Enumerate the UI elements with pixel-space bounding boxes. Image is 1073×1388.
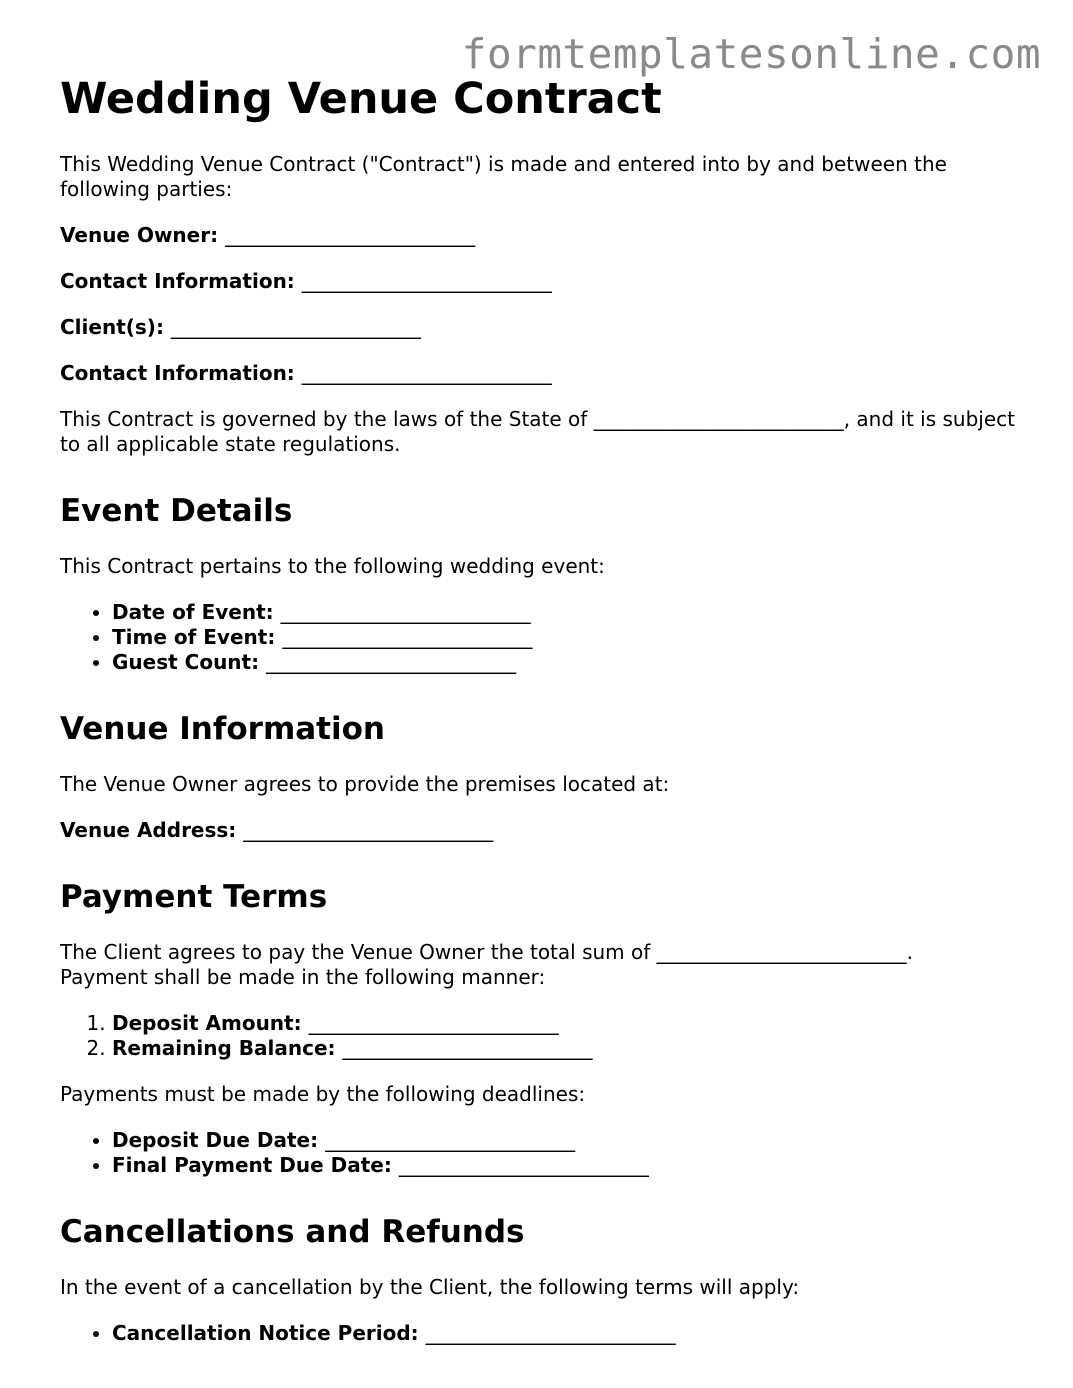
venue-address-field bbox=[60, 818, 1020, 843]
guest-count-blank[interactable]: _________________________ bbox=[266, 650, 517, 674]
deposit-due-date-blank[interactable]: _________________________ bbox=[325, 1128, 576, 1152]
clients-contact-blank[interactable]: _________________________ bbox=[301, 361, 552, 385]
final-payment-due-date-label: Final Payment Due Date: bbox=[112, 1153, 392, 1177]
clients-label: Client(s): bbox=[60, 315, 164, 339]
cancellations-list bbox=[60, 1321, 1020, 1346]
final-payment-due-date-blank[interactable]: _________________________ bbox=[398, 1153, 649, 1177]
event-details-list bbox=[60, 600, 1020, 675]
event-details-intro: This Contract pertains to the following wedding event: bbox=[60, 554, 605, 578]
payment-total-period: . bbox=[906, 940, 914, 964]
cancellations-heading: Cancellations and Refunds bbox=[60, 1214, 525, 1250]
deposit-amount-blank[interactable]: _________________________ bbox=[308, 1011, 559, 1035]
venue-owner-blank[interactable]: _________________________ bbox=[225, 223, 476, 247]
clients-contact-label: Contact Information: bbox=[60, 361, 295, 385]
deposit-amount-label: Deposit Amount: bbox=[112, 1011, 302, 1035]
event-details-heading: Event Details bbox=[60, 493, 293, 529]
venue-information-heading: Venue Information bbox=[60, 711, 385, 747]
date-of-event-label: Date of Event: bbox=[112, 600, 274, 624]
list-item bbox=[112, 1036, 1020, 1061]
payment-deadlines-intro: Payments must be made by the following deadlines: bbox=[60, 1082, 586, 1106]
total-sum-blank[interactable]: _________________________ bbox=[656, 940, 907, 964]
list-item bbox=[112, 1321, 1020, 1346]
remaining-balance-label: Remaining Balance: bbox=[112, 1036, 336, 1060]
page-title: Wedding Venue Contract bbox=[60, 74, 662, 124]
guest-count-label: Guest Count: bbox=[112, 650, 260, 674]
list-item bbox=[112, 1153, 1020, 1178]
governing-law-text-after: , and it is subject to all applicable state regulations. bbox=[60, 407, 1015, 456]
governing-law-paragraph bbox=[60, 407, 1020, 457]
venue-owner-contact-blank[interactable]: _________________________ bbox=[301, 269, 552, 293]
venue-address-blank[interactable]: _________________________ bbox=[243, 818, 494, 842]
cancellation-notice-period-label: Cancellation Notice Period: bbox=[112, 1321, 419, 1345]
document-body bbox=[60, 152, 1020, 1367]
time-of-event-label: Time of Event: bbox=[112, 625, 276, 649]
venue-address-label: Venue Address: bbox=[60, 818, 237, 842]
payment-manner-text: Payment shall be made in the following manner: bbox=[60, 965, 546, 989]
venue-information-intro: The Venue Owner agrees to provide the premises located at: bbox=[60, 772, 670, 796]
payment-deadlines-list bbox=[60, 1128, 1020, 1178]
governing-law-text-before: This Contract is governed by the laws of the State of bbox=[60, 407, 588, 431]
date-of-event-blank[interactable]: _________________________ bbox=[280, 600, 531, 624]
intro-paragraph: This Wedding Venue Contract ("Contract") is made and entered into by and between the following parties: bbox=[60, 152, 947, 201]
state-blank[interactable]: _________________________ bbox=[593, 407, 844, 431]
list-item bbox=[112, 1011, 1020, 1036]
payment-terms-heading: Payment Terms bbox=[60, 879, 328, 915]
clients-field bbox=[60, 315, 1020, 340]
time-of-event-blank[interactable]: _________________________ bbox=[282, 625, 533, 649]
deposit-due-date-label: Deposit Due Date: bbox=[112, 1128, 319, 1152]
cancellation-notice-period-blank[interactable]: _________________________ bbox=[425, 1321, 676, 1345]
remaining-balance-blank[interactable]: _________________________ bbox=[342, 1036, 593, 1060]
payment-manner-list bbox=[60, 1011, 1020, 1061]
venue-owner-field bbox=[60, 223, 1020, 248]
venue-owner-label: Venue Owner: bbox=[60, 223, 219, 247]
venue-owner-contact-field bbox=[60, 269, 1020, 294]
payment-total-paragraph bbox=[60, 940, 1020, 990]
list-item bbox=[112, 1128, 1020, 1153]
list-item bbox=[112, 625, 1020, 650]
cancellations-intro: In the event of a cancellation by the Client, the following terms will apply: bbox=[60, 1275, 800, 1299]
clients-contact-field bbox=[60, 361, 1020, 386]
payment-total-text: The Client agrees to pay the Venue Owner the total sum of bbox=[60, 940, 651, 964]
list-item bbox=[112, 600, 1020, 625]
watermark: formtemplatesonline.com bbox=[461, 30, 1041, 78]
list-item bbox=[112, 650, 1020, 675]
clients-blank[interactable]: _________________________ bbox=[170, 315, 421, 339]
venue-owner-contact-label: Contact Information: bbox=[60, 269, 295, 293]
